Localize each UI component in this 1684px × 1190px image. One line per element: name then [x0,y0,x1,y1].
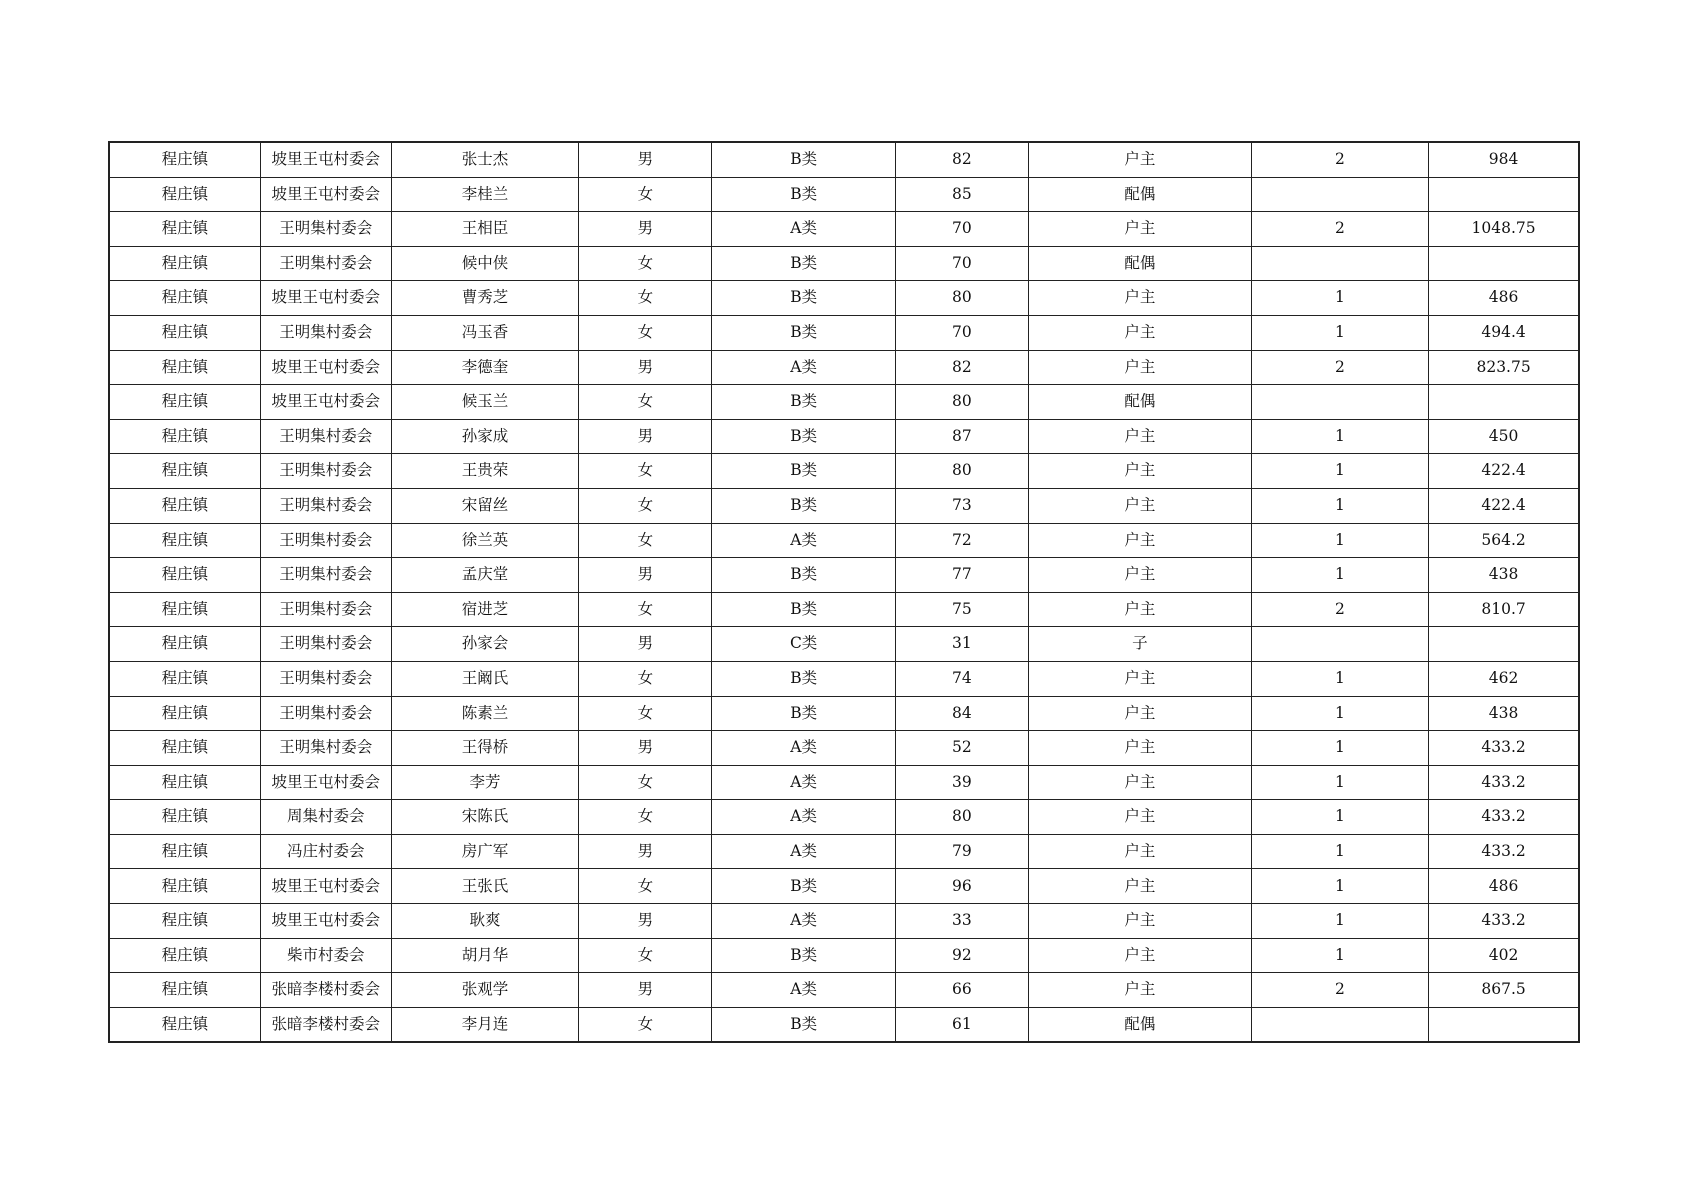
cell-amount: 422.4 [1429,454,1579,489]
table-row [109,558,1579,593]
cell-household-size: 1 [1251,696,1428,731]
cell-village: 王明集村委会 [260,488,391,523]
cell-category: B类 [712,454,895,489]
cell-household-size: 2 [1251,973,1428,1008]
cell-town: 程庄镇 [109,350,260,385]
cell-village: 王明集村委会 [260,212,391,247]
cell-gender: 女 [579,246,712,281]
cell-gender: 男 [579,142,712,177]
table-row [109,592,1579,627]
cell-gender: 男 [579,973,712,1008]
cell-town: 程庄镇 [109,731,260,766]
cell-town: 程庄镇 [109,212,260,247]
cell-gender: 女 [579,696,712,731]
cell-village: 王明集村委会 [260,627,391,662]
cell-age: 79 [895,834,1028,869]
cell-town: 程庄镇 [109,1007,260,1042]
cell-household-size: 1 [1251,315,1428,350]
cell-town: 程庄镇 [109,696,260,731]
cell-village: 坡里王屯村委会 [260,142,391,177]
cell-category: B类 [712,661,895,696]
cell-name: 房广军 [391,834,579,869]
cell-category: A类 [712,731,895,766]
cell-village: 周集村委会 [260,800,391,835]
cell-category: B类 [712,869,895,904]
cell-town: 程庄镇 [109,973,260,1008]
cell-amount: 433.2 [1429,834,1579,869]
cell-village: 王明集村委会 [260,558,391,593]
cell-age: 80 [895,385,1028,420]
table-row [109,938,1579,973]
cell-amount [1429,177,1579,212]
cell-name: 张士杰 [391,142,579,177]
cell-gender: 女 [579,800,712,835]
cell-household-size: 1 [1251,765,1428,800]
cell-village: 王明集村委会 [260,315,391,350]
cell-relation: 户主 [1028,142,1251,177]
cell-relation: 户主 [1028,488,1251,523]
cell-amount: 867.5 [1429,973,1579,1008]
cell-household-size: 2 [1251,142,1428,177]
cell-gender: 男 [579,904,712,939]
cell-gender: 女 [579,454,712,489]
cell-category: A类 [712,834,895,869]
cell-household-size: 2 [1251,592,1428,627]
cell-household-size: 1 [1251,834,1428,869]
cell-relation: 户主 [1028,315,1251,350]
cell-town: 程庄镇 [109,488,260,523]
cell-village: 坡里王屯村委会 [260,904,391,939]
cell-village: 坡里王屯村委会 [260,281,391,316]
cell-name: 王阚氏 [391,661,579,696]
table-row [109,696,1579,731]
cell-relation: 户主 [1028,558,1251,593]
cell-category: B类 [712,592,895,627]
cell-household-size [1251,177,1428,212]
cell-amount: 823.75 [1429,350,1579,385]
cell-gender: 男 [579,731,712,766]
cell-age: 92 [895,938,1028,973]
table-row [109,212,1579,247]
cell-age: 31 [895,627,1028,662]
cell-town: 程庄镇 [109,177,260,212]
cell-age: 96 [895,869,1028,904]
cell-gender: 男 [579,350,712,385]
cell-town: 程庄镇 [109,281,260,316]
cell-category: B类 [712,938,895,973]
cell-relation: 户主 [1028,419,1251,454]
table-row [109,385,1579,420]
cell-category: A类 [712,350,895,385]
table-row [109,142,1579,177]
cell-age: 39 [895,765,1028,800]
cell-village: 王明集村委会 [260,592,391,627]
cell-name: 王张氏 [391,869,579,904]
cell-gender: 女 [579,661,712,696]
cell-category: A类 [712,765,895,800]
cell-age: 70 [895,246,1028,281]
cell-relation: 配偶 [1028,385,1251,420]
cell-name: 李德奎 [391,350,579,385]
table-row [109,904,1579,939]
cell-name: 王得桥 [391,731,579,766]
cell-age: 80 [895,454,1028,489]
cell-category: B类 [712,246,895,281]
cell-age: 77 [895,558,1028,593]
cell-gender: 女 [579,281,712,316]
cell-town: 程庄镇 [109,419,260,454]
cell-amount: 438 [1429,696,1579,731]
cell-gender: 女 [579,869,712,904]
cell-name: 李芳 [391,765,579,800]
cell-relation: 户主 [1028,350,1251,385]
cell-household-size: 1 [1251,869,1428,904]
cell-gender: 女 [579,1007,712,1042]
cell-town: 程庄镇 [109,454,260,489]
table-row [109,454,1579,489]
cell-name: 王贵荣 [391,454,579,489]
cell-age: 33 [895,904,1028,939]
table-row [109,800,1579,835]
cell-amount: 564.2 [1429,523,1579,558]
cell-category: B类 [712,315,895,350]
cell-amount: 433.2 [1429,800,1579,835]
cell-relation: 户主 [1028,523,1251,558]
cell-amount [1429,627,1579,662]
cell-relation: 配偶 [1028,1007,1251,1042]
cell-household-size [1251,246,1428,281]
cell-gender: 女 [579,765,712,800]
cell-gender: 女 [579,488,712,523]
cell-relation: 户主 [1028,973,1251,1008]
cell-age: 82 [895,142,1028,177]
cell-relation: 户主 [1028,869,1251,904]
cell-village: 王明集村委会 [260,731,391,766]
cell-relation: 子 [1028,627,1251,662]
table-row [109,315,1579,350]
cell-relation: 户主 [1028,212,1251,247]
cell-gender: 女 [579,938,712,973]
cell-gender: 女 [579,385,712,420]
cell-household-size [1251,627,1428,662]
cell-town: 程庄镇 [109,142,260,177]
cell-age: 87 [895,419,1028,454]
table-body [109,142,1579,1042]
table-row [109,627,1579,662]
cell-town: 程庄镇 [109,523,260,558]
cell-amount: 1048.75 [1429,212,1579,247]
cell-gender: 女 [579,315,712,350]
table-row [109,350,1579,385]
cell-amount: 433.2 [1429,765,1579,800]
table-row [109,419,1579,454]
cell-town: 程庄镇 [109,661,260,696]
cell-age: 61 [895,1007,1028,1042]
cell-category: A类 [712,904,895,939]
cell-relation: 户主 [1028,661,1251,696]
cell-town: 程庄镇 [109,246,260,281]
cell-name: 孙家会 [391,627,579,662]
cell-category: B类 [712,281,895,316]
cell-household-size: 1 [1251,523,1428,558]
cell-amount: 433.2 [1429,731,1579,766]
table-row [109,246,1579,281]
cell-category: B类 [712,177,895,212]
cell-name: 冯玉香 [391,315,579,350]
cell-village: 坡里王屯村委会 [260,385,391,420]
cell-name: 孙家成 [391,419,579,454]
cell-name: 张观学 [391,973,579,1008]
cell-household-size: 1 [1251,938,1428,973]
cell-household-size: 1 [1251,281,1428,316]
cell-name: 胡月华 [391,938,579,973]
table-row [109,523,1579,558]
cell-household-size: 1 [1251,488,1428,523]
cell-name: 宋留丝 [391,488,579,523]
cell-category: A类 [712,523,895,558]
cell-village: 坡里王屯村委会 [260,869,391,904]
table-row [109,869,1579,904]
cell-age: 74 [895,661,1028,696]
table-row [109,1007,1579,1042]
cell-village: 坡里王屯村委会 [260,177,391,212]
data-table [108,141,1580,1043]
cell-name: 宋陈氏 [391,800,579,835]
cell-age: 75 [895,592,1028,627]
cell-town: 程庄镇 [109,385,260,420]
cell-category: B类 [712,558,895,593]
cell-amount: 486 [1429,869,1579,904]
cell-town: 程庄镇 [109,904,260,939]
cell-relation: 户主 [1028,731,1251,766]
cell-household-size: 2 [1251,212,1428,247]
cell-category: B类 [712,1007,895,1042]
cell-town: 程庄镇 [109,938,260,973]
table-row [109,177,1579,212]
cell-gender: 女 [579,523,712,558]
cell-name: 李桂兰 [391,177,579,212]
cell-name: 孟庆堂 [391,558,579,593]
cell-amount: 984 [1429,142,1579,177]
cell-amount: 450 [1429,419,1579,454]
cell-category: C类 [712,627,895,662]
cell-age: 70 [895,212,1028,247]
cell-category: B类 [712,142,895,177]
cell-amount: 810.7 [1429,592,1579,627]
cell-age: 70 [895,315,1028,350]
cell-age: 85 [895,177,1028,212]
cell-category: A类 [712,800,895,835]
cell-age: 82 [895,350,1028,385]
cell-amount [1429,246,1579,281]
cell-village: 柴市村委会 [260,938,391,973]
cell-village: 王明集村委会 [260,696,391,731]
cell-amount: 486 [1429,281,1579,316]
cell-category: B类 [712,419,895,454]
cell-name: 宿进芝 [391,592,579,627]
cell-household-size: 1 [1251,904,1428,939]
cell-amount [1429,1007,1579,1042]
cell-relation: 配偶 [1028,246,1251,281]
cell-village: 坡里王屯村委会 [260,765,391,800]
cell-age: 66 [895,973,1028,1008]
cell-name: 王相臣 [391,212,579,247]
cell-household-size [1251,385,1428,420]
cell-name: 李月连 [391,1007,579,1042]
cell-household-size: 1 [1251,558,1428,593]
cell-town: 程庄镇 [109,834,260,869]
cell-amount: 494.4 [1429,315,1579,350]
cell-age: 72 [895,523,1028,558]
cell-household-size: 2 [1251,350,1428,385]
cell-relation: 户主 [1028,696,1251,731]
cell-household-size [1251,1007,1428,1042]
table-row [109,281,1579,316]
cell-category: B类 [712,696,895,731]
cell-household-size: 1 [1251,800,1428,835]
cell-gender: 男 [579,834,712,869]
table-row [109,661,1579,696]
cell-relation: 配偶 [1028,177,1251,212]
cell-town: 程庄镇 [109,558,260,593]
cell-age: 80 [895,800,1028,835]
cell-relation: 户主 [1028,281,1251,316]
cell-village: 王明集村委会 [260,419,391,454]
cell-category: B类 [712,385,895,420]
cell-village: 坡里王屯村委会 [260,350,391,385]
cell-category: A类 [712,973,895,1008]
cell-household-size: 1 [1251,661,1428,696]
cell-gender: 男 [579,558,712,593]
cell-name: 候玉兰 [391,385,579,420]
cell-name: 徐兰英 [391,523,579,558]
cell-village: 张暗李楼村委会 [260,1007,391,1042]
cell-town: 程庄镇 [109,800,260,835]
cell-village: 王明集村委会 [260,523,391,558]
cell-village: 王明集村委会 [260,454,391,489]
cell-name: 候中侠 [391,246,579,281]
cell-amount: 462 [1429,661,1579,696]
cell-category: B类 [712,488,895,523]
cell-age: 80 [895,281,1028,316]
cell-amount: 433.2 [1429,904,1579,939]
cell-gender: 女 [579,177,712,212]
cell-town: 程庄镇 [109,627,260,662]
cell-town: 程庄镇 [109,315,260,350]
cell-amount [1429,385,1579,420]
cell-amount: 438 [1429,558,1579,593]
cell-relation: 户主 [1028,834,1251,869]
cell-gender: 男 [579,419,712,454]
cell-name: 陈素兰 [391,696,579,731]
table-row [109,834,1579,869]
cell-household-size: 1 [1251,454,1428,489]
cell-town: 程庄镇 [109,869,260,904]
cell-gender: 女 [579,592,712,627]
cell-age: 52 [895,731,1028,766]
cell-age: 73 [895,488,1028,523]
cell-relation: 户主 [1028,765,1251,800]
cell-age: 84 [895,696,1028,731]
cell-village: 王明集村委会 [260,661,391,696]
cell-relation: 户主 [1028,592,1251,627]
cell-relation: 户主 [1028,904,1251,939]
cell-town: 程庄镇 [109,765,260,800]
cell-gender: 男 [579,212,712,247]
cell-household-size: 1 [1251,731,1428,766]
cell-relation: 户主 [1028,938,1251,973]
table-row [109,973,1579,1008]
cell-name: 曹秀芝 [391,281,579,316]
cell-village: 冯庄村委会 [260,834,391,869]
cell-relation: 户主 [1028,800,1251,835]
cell-household-size: 1 [1251,419,1428,454]
cell-relation: 户主 [1028,454,1251,489]
cell-gender: 男 [579,627,712,662]
table-row [109,765,1579,800]
cell-name: 耿爽 [391,904,579,939]
cell-category: A类 [712,212,895,247]
cell-amount: 422.4 [1429,488,1579,523]
table-row [109,731,1579,766]
cell-village: 王明集村委会 [260,246,391,281]
cell-amount: 402 [1429,938,1579,973]
cell-town: 程庄镇 [109,592,260,627]
cell-village: 张暗李楼村委会 [260,973,391,1008]
table-row [109,488,1579,523]
